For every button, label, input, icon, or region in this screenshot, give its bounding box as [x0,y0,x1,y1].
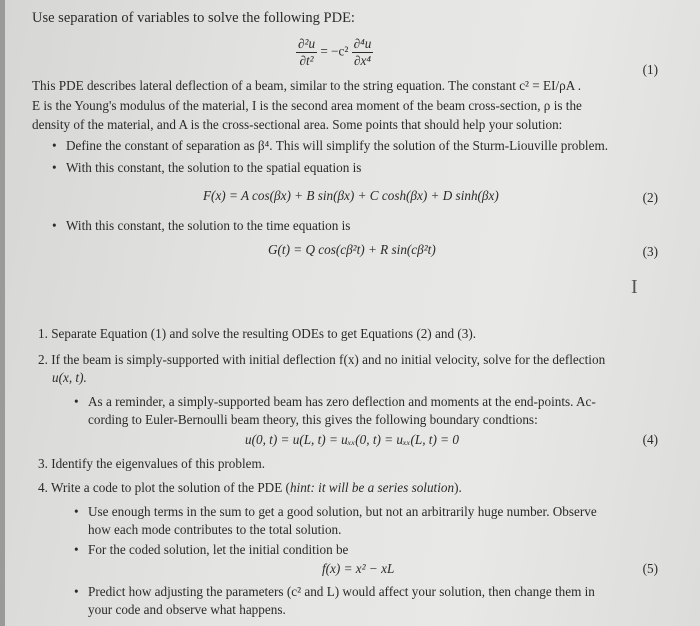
task-4-bullet-cont: how each mode contributes to the total solution. [88,522,342,537]
task-1: 1. Separate Equation (1) and solve the resulting ODEs to get Equations (2) and (3). [38,326,477,341]
task-4-bullet: For the coded solution, let the initial condition be [88,542,349,557]
equation-3-number: (3) [642,244,658,259]
task-4 [38,480,462,496]
bullet: • [74,394,79,409]
bullet: • [74,542,79,557]
equation-4: u(0, t) = u(L, t) = uₓₓ(0, t) = uₓₓ(L, t) = 0 [245,432,459,447]
equation-2-number: (2) [642,190,658,205]
equation-2: F(x) = A cos(βx) + B sin(βx) + C cosh(βx) + D sinh(βx) [203,188,499,203]
equation-3: G(t) = Q cos(cβ²t) + R sin(cβ²t) [268,242,436,257]
intro-text: Use separation of variables to solve the following PDE: [32,10,355,26]
bullet: • [74,504,79,519]
task-4-suffix: ). [454,480,462,495]
task-2-note: As a reminder, a simply-supported beam has zero deflection and moments at the end-points. Ac- [88,394,596,409]
bullet: • [52,218,57,233]
task-3: 3. Identify the eigenvalues of this problem. [38,456,266,471]
equation-5: f(x) = x² − xL [322,561,395,576]
text-cursor-icon: I [631,276,638,298]
equation-5-number: (5) [642,561,658,576]
bullet: • [74,584,79,599]
point-text: With this constant, the solution to the time equation is [66,218,351,233]
point-text: With this constant, the solution to the spatial equation is [66,160,362,175]
paragraph-line: density of the material, and A is the cross-sectional area. Some points that should help your solution: [32,117,563,132]
eq1-lhs-numerator: ∂²u [298,36,316,51]
task-4-bullet-cont: your code and observe what happens. [88,602,286,617]
task-4-bullet: Predict how adjusting the parameters (c² and L) would affect your solution, then change them in [88,584,595,599]
task-2-cont: u(x, t). [52,370,87,385]
task-2-note-cont: cording to Euler-Bernoulli beam theory, this gives the following boundary condtions: [88,412,538,427]
photo-edge [0,0,5,626]
eq1-operator: = −c² [320,43,349,59]
equation-1 [296,36,373,69]
eq1-rhs-numerator: ∂⁴u [353,36,372,51]
task-4-bullet: Use enough terms in the sum to get a good solution, but not an arbitrarily huge number. Observe [88,504,597,519]
paragraph-line: This PDE describes lateral deflection of a beam, similar to the string equation. The constant c² = EI/ρA . [32,78,582,93]
point-text: Define the constant of separation as β⁴. This will simplify the solution of the Sturm-Liouville problem. [66,138,609,153]
equation-4-number: (4) [642,432,658,447]
eq1-rhs-denominator: ∂x⁴ [354,53,371,68]
task-4-hint: hint: it will be a series solution [289,480,455,495]
eq1-lhs-denominator: ∂t² [299,53,314,68]
equation-1-number: (1) [642,62,658,77]
task-4-text: 4. Write a code to plot the solution of the PDE ( [38,480,290,495]
paragraph-line: E is the Young's modulus of the material, I is the second area moment of the beam cross-section, ρ is the [32,98,582,113]
bullet: • [52,160,57,175]
task-2: 2. If the beam is simply-supported with initial deflection f(x) and no initial velocity, solve for the deflection [38,352,606,367]
bullet: • [52,138,57,153]
